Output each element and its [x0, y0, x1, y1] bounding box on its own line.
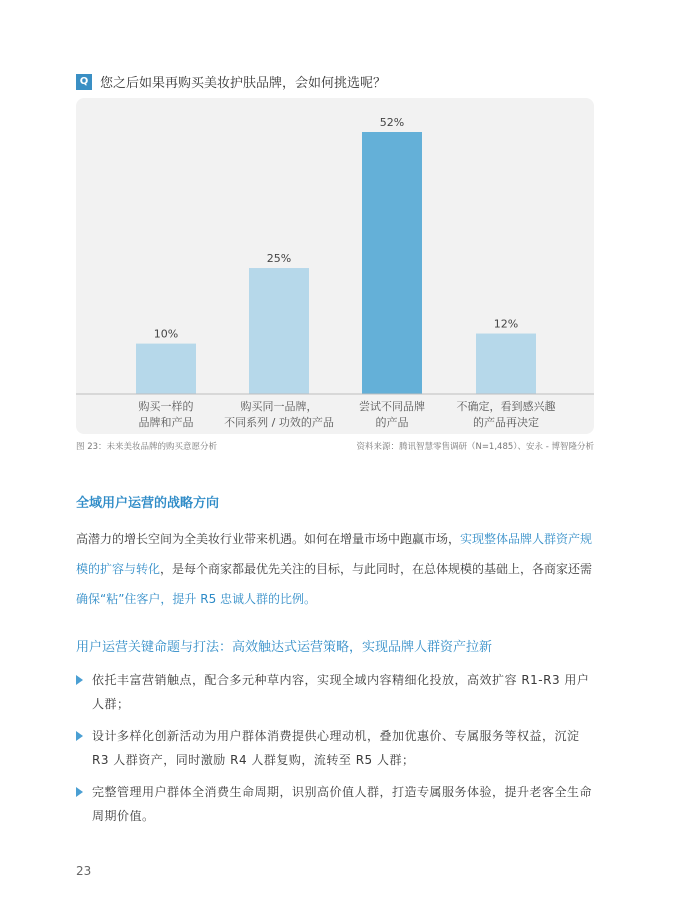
- bar-value-label-3: 12%: [493, 317, 519, 331]
- bullet-item: [76, 724, 596, 772]
- bar-2: [362, 132, 422, 394]
- category-label-0-0: 购买一样的: [138, 400, 194, 413]
- category-label-1-1: 不同系列 / 功效的产品: [224, 416, 334, 429]
- bullet-text: 设计多样化创新活动为用户群体消费提供心理动机，叠加优惠价、专属服务等权益，沉淀 R3 人群资产，同时激励 R4 人群复购，流转至 R5 人群；: [92, 729, 580, 767]
- paragraph-highlight-1: 实现整体品牌人群资产规模的扩容与转化: [76, 532, 593, 576]
- category-label-3-0: 不确定，看到感兴趣: [456, 400, 556, 413]
- paragraph-text-2: ，是每个商家都最优先关注的目标，与此同时，在总体规模的基础上，各商家还需: [160, 562, 593, 576]
- category-label-1-0: 购买同一品牌，: [240, 400, 318, 413]
- bullet-list: [76, 668, 596, 836]
- triangle-bullet-icon: [76, 787, 83, 797]
- bar-3: [476, 334, 536, 394]
- category-label-2-0: 尝试不同品牌: [359, 400, 425, 413]
- paragraph-text-1: 高潜力的增长空间为全美妆行业带来机遇。如何在增量市场中跑赢市场，: [76, 532, 461, 546]
- figure-caption: 图 23：未来美妆品牌的购买意愿分析: [76, 442, 218, 452]
- category-label-2-1: 的产品: [375, 416, 409, 429]
- bullet-text: 依托丰富营销触点，配合多元种草内容，实现全域内容精细化投放，高效扩容 R1-R3 用户人群；: [92, 673, 590, 711]
- section-title: 全域用户运营的战略方向: [76, 496, 220, 511]
- triangle-bullet-icon: [76, 731, 83, 741]
- subsection-title: 用户运营关键命题与打法：高效触达式运营策略，实现品牌人群资产拉新: [76, 640, 493, 655]
- question-badge: Q: [76, 74, 92, 90]
- bar-0: [136, 344, 196, 394]
- question-text: 您之后如果再购买美妆护肤品牌，会如何挑选呢？: [100, 76, 387, 91]
- bar-value-label-2: 52%: [379, 116, 405, 129]
- category-label-0-1: 品牌和产品: [138, 416, 194, 429]
- chart-panel: [76, 98, 594, 434]
- source-caption: 资料来源：腾讯智慧零售调研（N=1,485）、安永 - 博智隆分析: [356, 442, 594, 452]
- bar-chart: [76, 98, 594, 434]
- bar-value-label-0: 10%: [153, 327, 179, 341]
- bullet-item: [76, 668, 596, 716]
- paragraph-highlight-2: 确保“粘”住客户，提升 R5 忠诚人群的比例。: [76, 592, 317, 606]
- section-paragraph: [76, 524, 596, 614]
- category-label-3-1: 的产品再决定: [473, 416, 539, 429]
- bullet-text: 完整管理用户群体全消费生命周期，识别高价值人群，打造专属服务体验，提升老客全生命周期价值。: [92, 785, 593, 823]
- bullet-item: [76, 780, 596, 828]
- page-number: 23: [76, 864, 92, 878]
- triangle-bullet-icon: [76, 675, 83, 685]
- question-row: [76, 72, 386, 91]
- bar-1: [249, 268, 309, 394]
- bar-value-label-1: 25%: [266, 252, 292, 266]
